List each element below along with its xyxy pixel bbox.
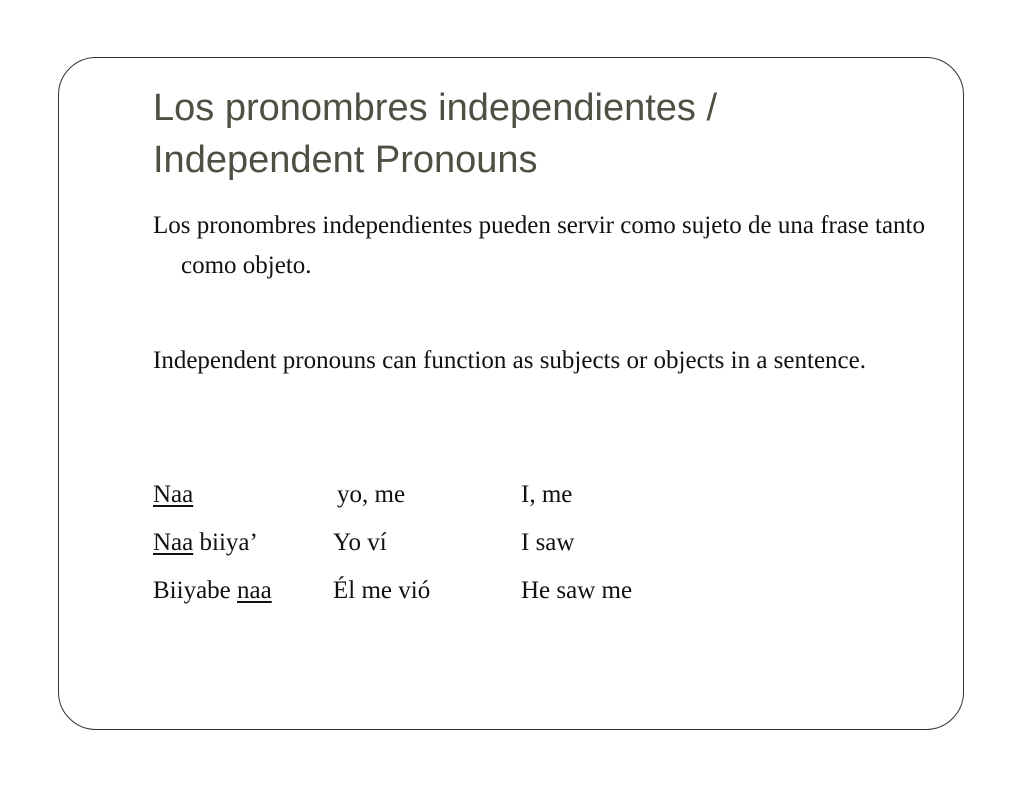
spanish-translation: Él me vió [333, 577, 431, 604]
english-translation: I saw [521, 529, 575, 556]
navajo-underlined-word: Naa [153, 529, 194, 556]
navajo-underlined-word: Naa [153, 481, 194, 508]
english-paragraph: Independent pronouns can function as subjects or objects in a sentence. [153, 347, 866, 374]
pronoun-example-row [153, 526, 873, 560]
navajo-phrase [153, 478, 193, 512]
navajo-rest: biiya’ [193, 529, 258, 556]
slide-title-line-1: Los pronombres independientes / [153, 87, 718, 129]
navajo-prefix: Biiyabe [153, 577, 238, 604]
navajo-phrase [153, 526, 258, 560]
slide-title-line-2: Independent Pronouns [153, 139, 538, 181]
slide-title [153, 82, 913, 186]
english-translation: He saw me [521, 577, 633, 604]
pronoun-example-row [153, 478, 873, 512]
spanish-translation: Yo ví [333, 529, 387, 556]
spanish-translation: yo, me [337, 481, 406, 508]
navajo-underlined-word: naa [237, 577, 272, 604]
english-translation: I, me [521, 481, 573, 508]
pronoun-example-row [153, 574, 873, 608]
spanish-paragraph: Los pronombres independientes pueden servir como sujeto de una frase tanto como objeto. [153, 212, 925, 279]
navajo-phrase [153, 574, 272, 608]
